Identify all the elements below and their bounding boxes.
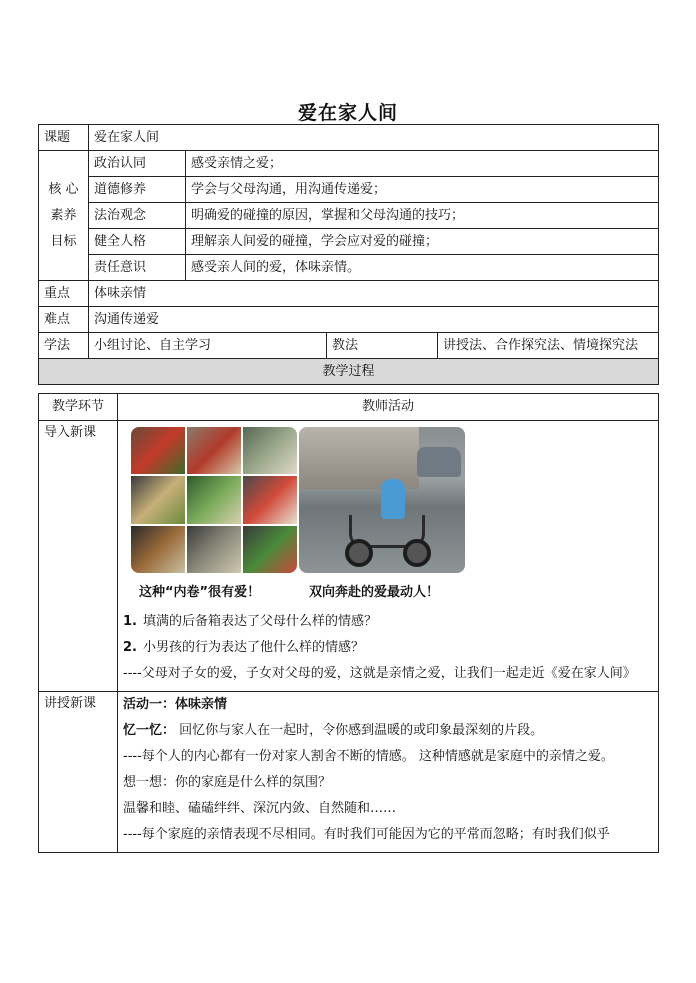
page-title: 爱在家人间 bbox=[297, 102, 398, 124]
question-2 bbox=[123, 635, 653, 661]
caption-left: 这种“内卷”很有爱！ bbox=[139, 585, 261, 600]
course-value: 爱在家人间 bbox=[89, 125, 659, 151]
rainy-scooter-photo bbox=[299, 427, 465, 573]
literacy-name: 健全人格 bbox=[89, 229, 186, 255]
intro-activity bbox=[118, 421, 659, 692]
teach-label: 教法 bbox=[327, 333, 438, 359]
literacy-name: 政治认同 bbox=[89, 151, 186, 177]
intro-lead: ----父母对子女的爱，子女对父母的爱，这就是亲情之爱，让我们一起走近《爱在家人间》 bbox=[123, 666, 636, 681]
recall-text: 回忆你与家人在一起时，令你感到温暖的或印象最深刻的片段。 bbox=[175, 723, 544, 738]
paragraph-2: ----每个家庭的亲情表现不尽相同。有时我们可能因为它的平常而忽略；有时我们似乎 bbox=[123, 827, 610, 842]
study-value: 小组讨论、自主学习 bbox=[89, 333, 327, 359]
stage-new: 讲授新课 bbox=[39, 692, 118, 853]
question-1 bbox=[123, 609, 653, 635]
question-number: 1. bbox=[123, 614, 137, 629]
col-activity-header: 教师活动 bbox=[118, 394, 659, 421]
literacy-label bbox=[39, 151, 89, 281]
atmosphere-line: 温馨和睦、磕磕绊绊、深沉内敛、自然随和…… bbox=[123, 801, 397, 816]
trunk-photo-collage bbox=[131, 427, 297, 573]
caption-right: 双向奔赴的爱最动人！ bbox=[309, 585, 440, 600]
literacy-name: 责任意识 bbox=[89, 255, 186, 281]
activity-title: 活动一：体味亲情 bbox=[123, 697, 228, 712]
recall-label: 忆一忆： bbox=[123, 723, 176, 738]
paragraph-1: ----每个人的内心都有一份对家人割舍不断的情感。 这种情感就是家庭中的亲情之爱。 bbox=[123, 749, 614, 764]
process-table bbox=[38, 393, 659, 853]
process-heading: 教学过程 bbox=[39, 359, 659, 385]
literacy-label-line-3: 目标 bbox=[50, 233, 77, 249]
difficulty-value: 沟通传递爱 bbox=[89, 307, 659, 333]
overview-table bbox=[38, 124, 659, 385]
recall-line bbox=[123, 718, 653, 744]
literacy-desc: 理解亲人间爱的碰撞，学会应对爱的碰撞； bbox=[186, 229, 659, 255]
literacy-name: 法治观念 bbox=[89, 203, 186, 229]
new-activity bbox=[118, 692, 659, 853]
difficulty-label: 难点 bbox=[39, 307, 89, 333]
question-number: 2. bbox=[123, 640, 137, 655]
stage-intro: 导入新课 bbox=[39, 421, 118, 692]
study-label: 学法 bbox=[39, 333, 89, 359]
literacy-desc: 学会与父母沟通，用沟通传递爱； bbox=[186, 177, 659, 203]
course-label: 课题 bbox=[39, 125, 89, 151]
key-value: 体味亲情 bbox=[89, 281, 659, 307]
intro-images bbox=[123, 427, 653, 609]
literacy-label-line-1: 核 心 bbox=[48, 181, 79, 197]
think-line: 想一想：你的家庭是什么样的氛围？ bbox=[123, 775, 332, 790]
literacy-desc: 感受亲人间的爱，体味亲情。 bbox=[186, 255, 659, 281]
teach-value: 讲授法、合作探究法、情境探究法 bbox=[438, 333, 659, 359]
question-text: 填满的后备箱表达了父母什么样的情感？ bbox=[143, 614, 378, 629]
literacy-desc: 明确爱的碰撞的原因，掌握和父母沟通的技巧； bbox=[186, 203, 659, 229]
question-text: 小男孩的行为表达了他什么样的情感？ bbox=[143, 640, 365, 655]
col-stage-header: 教学环节 bbox=[39, 394, 118, 421]
key-label: 重点 bbox=[39, 281, 89, 307]
literacy-name: 道德修养 bbox=[89, 177, 186, 203]
literacy-desc: 感受亲情之爱； bbox=[186, 151, 659, 177]
literacy-label-line-2: 素养 bbox=[50, 207, 77, 223]
